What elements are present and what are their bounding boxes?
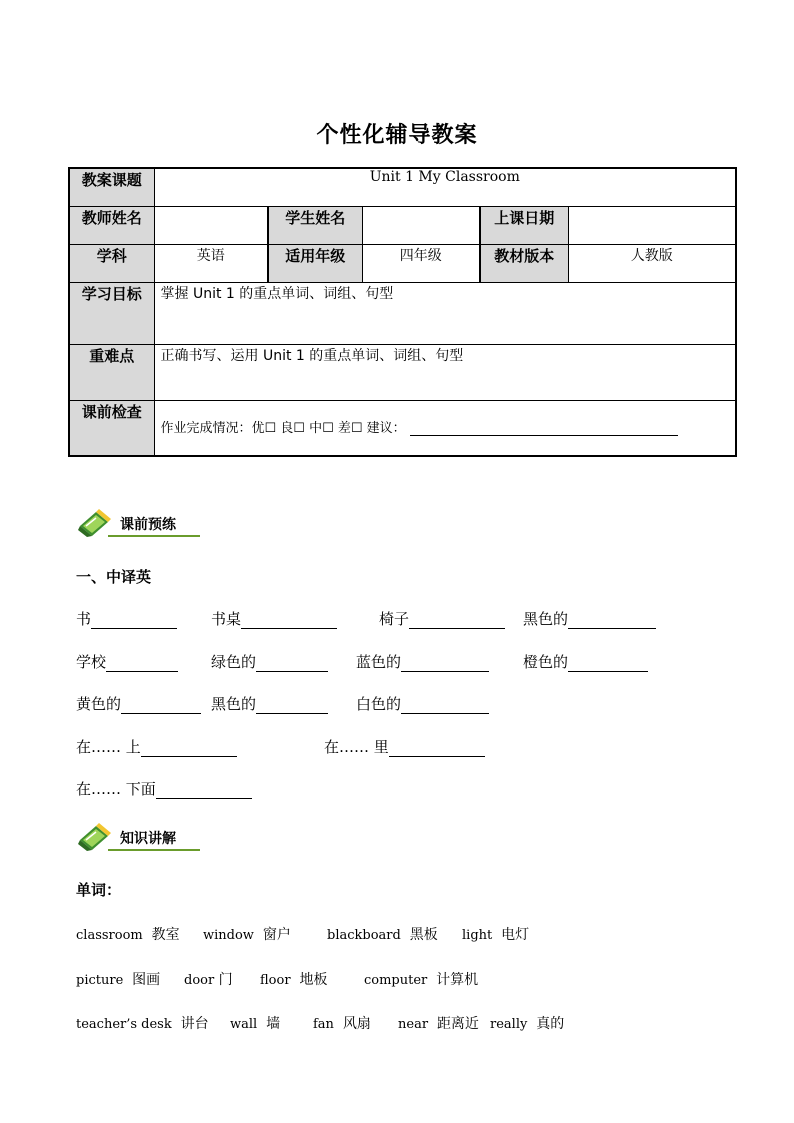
page-title: 个性化辅导教案 bbox=[316, 123, 478, 148]
vocab-meaning: 窗户 bbox=[262, 927, 291, 943]
check-value: 作业完成情况：优☐ 良☐ 中☐ 差☐ 建议： bbox=[160, 420, 406, 436]
goal-row bbox=[69, 282, 736, 344]
answer-blank[interactable] bbox=[401, 697, 489, 714]
answer-blank[interactable] bbox=[256, 655, 328, 672]
topic-value: Unit 1 My Classroom bbox=[154, 168, 736, 206]
names-row bbox=[69, 206, 736, 244]
vocab-word: near bbox=[398, 1017, 429, 1032]
subject-row bbox=[69, 244, 736, 282]
vocab-row bbox=[76, 969, 716, 991]
exercise-prompt: 黑色的 bbox=[523, 610, 569, 628]
vocab-word: wall bbox=[230, 1017, 258, 1032]
vocab-meaning: 门 bbox=[218, 972, 233, 988]
difficulty-row bbox=[69, 344, 736, 400]
teacher-label: 教师姓名 bbox=[69, 206, 154, 244]
teacher-field[interactable] bbox=[154, 206, 268, 244]
exercise-prompt: 橙色的 bbox=[523, 653, 569, 671]
vocab-meaning: 真的 bbox=[536, 1016, 565, 1032]
answer-blank[interactable] bbox=[241, 612, 337, 629]
vocab-word: classroom bbox=[76, 928, 143, 943]
goal-value: 掌握 Unit 1 的重点单词、词组、句型 bbox=[154, 282, 736, 344]
vocab-meaning: 风扇 bbox=[342, 1016, 371, 1032]
section-header-label: 知识讲解 bbox=[120, 831, 176, 847]
answer-blank[interactable] bbox=[256, 697, 328, 714]
vocab-meaning: 距离近 bbox=[436, 1016, 479, 1032]
section-header-label: 课前预练 bbox=[120, 517, 176, 533]
check-cell bbox=[154, 400, 736, 456]
date-label: 上课日期 bbox=[480, 206, 568, 244]
answer-blank[interactable] bbox=[401, 655, 489, 672]
lesson-plan-table bbox=[68, 167, 737, 457]
answer-blank[interactable] bbox=[156, 782, 252, 799]
exercise-prompt: 椅子 bbox=[379, 610, 410, 628]
exercise-prompt: 黑色的 bbox=[211, 695, 257, 713]
difficulty-label: 重难点 bbox=[69, 344, 154, 400]
exercise-prompt: 绿色的 bbox=[211, 653, 257, 671]
answer-blank[interactable] bbox=[409, 612, 505, 629]
exercise-prompt: 在…… 里 bbox=[324, 738, 389, 756]
vocab-meaning: 计算机 bbox=[436, 972, 479, 988]
vocab-word: door bbox=[184, 973, 215, 988]
date-field[interactable] bbox=[568, 206, 736, 244]
subject-value: 英语 bbox=[154, 244, 268, 282]
suggestion-blank[interactable] bbox=[410, 421, 678, 436]
vocab-word: blackboard bbox=[327, 928, 401, 943]
exercise-prompt: 在…… 上 bbox=[76, 738, 141, 756]
answer-blank[interactable] bbox=[389, 740, 485, 757]
answer-blank[interactable] bbox=[121, 697, 201, 714]
exercise-prompt: 书桌 bbox=[211, 610, 242, 628]
vocab-word: floor bbox=[260, 973, 291, 988]
vocab-word: fan bbox=[313, 1017, 334, 1032]
vocab-word: really bbox=[490, 1017, 528, 1032]
answer-blank[interactable] bbox=[568, 612, 656, 629]
vocab-meaning: 图画 bbox=[132, 972, 161, 988]
section-header-knowledge bbox=[78, 822, 200, 854]
section-header-rule bbox=[108, 849, 200, 851]
vocab-meaning: 电灯 bbox=[501, 927, 530, 943]
answer-blank[interactable] bbox=[141, 740, 237, 757]
student-field[interactable] bbox=[362, 206, 480, 244]
vocab-meaning: 地板 bbox=[299, 972, 328, 988]
section2-heading: 单词： bbox=[76, 881, 122, 899]
vocab-row bbox=[76, 924, 716, 946]
exercise-prompt: 学校 bbox=[76, 653, 107, 671]
vocab-word: window bbox=[203, 928, 254, 943]
pencil-icon bbox=[78, 508, 112, 538]
grade-value: 四年级 bbox=[362, 244, 480, 282]
topic-label: 教案课题 bbox=[69, 168, 154, 206]
goal-label: 学习目标 bbox=[69, 282, 154, 344]
vocab-meaning: 墙 bbox=[266, 1016, 281, 1032]
vocab-word: picture bbox=[76, 973, 124, 988]
student-label: 学生姓名 bbox=[268, 206, 362, 244]
vocab-meaning: 教室 bbox=[151, 927, 180, 943]
vocab-word: light bbox=[462, 928, 493, 943]
section-header-rule bbox=[108, 535, 200, 537]
subject-label: 学科 bbox=[69, 244, 154, 282]
check-label: 课前检查 bbox=[69, 400, 154, 456]
answer-blank[interactable] bbox=[568, 655, 648, 672]
exercise-prompt: 黄色的 bbox=[76, 695, 122, 713]
grade-label: 适用年级 bbox=[268, 244, 362, 282]
vocab-word: computer bbox=[364, 973, 428, 988]
check-row bbox=[69, 400, 736, 456]
vocab-row bbox=[76, 1013, 716, 1035]
edition-label: 教材版本 bbox=[480, 244, 568, 282]
pencil-icon bbox=[78, 822, 112, 852]
section1-heading: 一、中译英 bbox=[76, 568, 152, 586]
section-header-preview bbox=[78, 508, 200, 540]
vocab-meaning: 讲台 bbox=[180, 1016, 209, 1032]
exercise-prompt: 在…… 下面 bbox=[76, 780, 156, 798]
vocab-word: teacher’s desk bbox=[76, 1017, 172, 1032]
topic-row bbox=[69, 168, 736, 206]
difficulty-value: 正确书写、运用 Unit 1 的重点单词、词组、句型 bbox=[154, 344, 736, 400]
edition-value: 人教版 bbox=[568, 244, 736, 282]
exercise-prompt: 书 bbox=[76, 610, 92, 628]
answer-blank[interactable] bbox=[106, 655, 178, 672]
exercise-prompt: 蓝色的 bbox=[356, 653, 402, 671]
answer-blank[interactable] bbox=[91, 612, 177, 629]
vocab-meaning: 黑板 bbox=[409, 927, 438, 943]
exercise-prompt: 白色的 bbox=[356, 695, 402, 713]
